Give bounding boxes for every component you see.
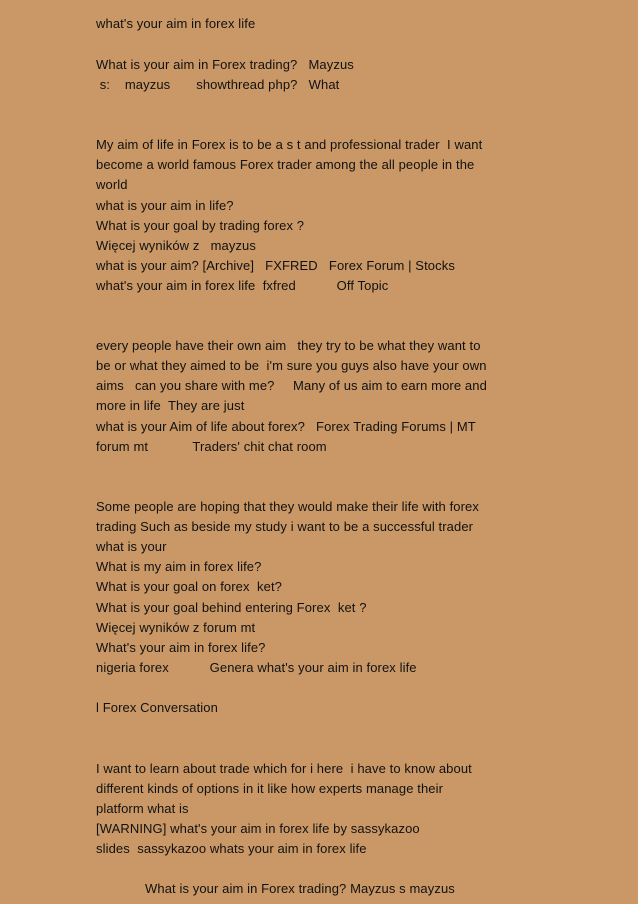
text-line: world: [96, 177, 128, 192]
text-line: what is your aim? [Archive] FXFRED Forex Forum | Stocks: [96, 258, 455, 273]
text-line: what is your: [96, 539, 167, 554]
text-line: more in life They are just: [96, 398, 245, 413]
text-line: What's your aim in forex life?: [96, 640, 266, 655]
text-line: slides sassykazoo whats your aim in forex life: [96, 841, 367, 856]
text-line: what's your aim in forex life fxfred Off Topic: [96, 278, 389, 293]
text-line: aims can you share with me? Many of us aim to earn more and: [96, 378, 487, 393]
text-line: what's your aim in forex life: [96, 16, 256, 31]
text-line: different kinds of options in it like how experts manage their: [96, 781, 444, 796]
text-line: What is your aim in Forex trading? Mayzus: [96, 57, 354, 72]
text-line: I want to learn about trade which for i here i have to know about: [96, 761, 472, 776]
text-line: what is your aim in life?: [96, 198, 234, 213]
text-line: What is my aim in forex life?: [96, 559, 262, 574]
text-line: what is your Aim of life about forex? Forex Trading Forums | MT: [96, 419, 476, 434]
text-line: forum mt Traders' chit chat room: [96, 439, 327, 454]
text-line: What is your goal by trading forex ?: [96, 218, 305, 233]
text-line: What is your goal behind entering Forex ket ?: [96, 600, 367, 615]
text-line: every people have their own aim they try to be what they want to: [96, 338, 481, 353]
text-line: What is your goal on forex ket?: [96, 579, 283, 594]
text-line: l Forex Conversation: [96, 700, 218, 715]
text-line: What is your aim in Forex trading? Mayzus s mayzus: [145, 881, 455, 896]
text-line: trading Such as beside my study i want to be a successful trader: [96, 519, 474, 534]
text-line: Some people are hoping that they would make their life with forex: [96, 499, 479, 514]
text-line: become a world famous Forex trader among the all people in the: [96, 157, 475, 172]
text-line: be or what they aimed to be i'm sure you guys also have your own: [96, 358, 487, 373]
text-line: My aim of life in Forex is to be a s t and professional trader I want: [96, 137, 483, 152]
text-line: s: mayzus showthread php? What: [96, 77, 340, 92]
text-line: platform what is: [96, 801, 189, 816]
text-line: [WARNING] what's your aim in forex life by sassykazoo: [96, 821, 420, 836]
text-line: Więcej wyników z mayzus: [96, 238, 256, 253]
text-line: Więcej wyników z forum mt: [96, 620, 256, 635]
text-line: nigeria forex Genera what's your aim in forex life: [96, 660, 417, 675]
